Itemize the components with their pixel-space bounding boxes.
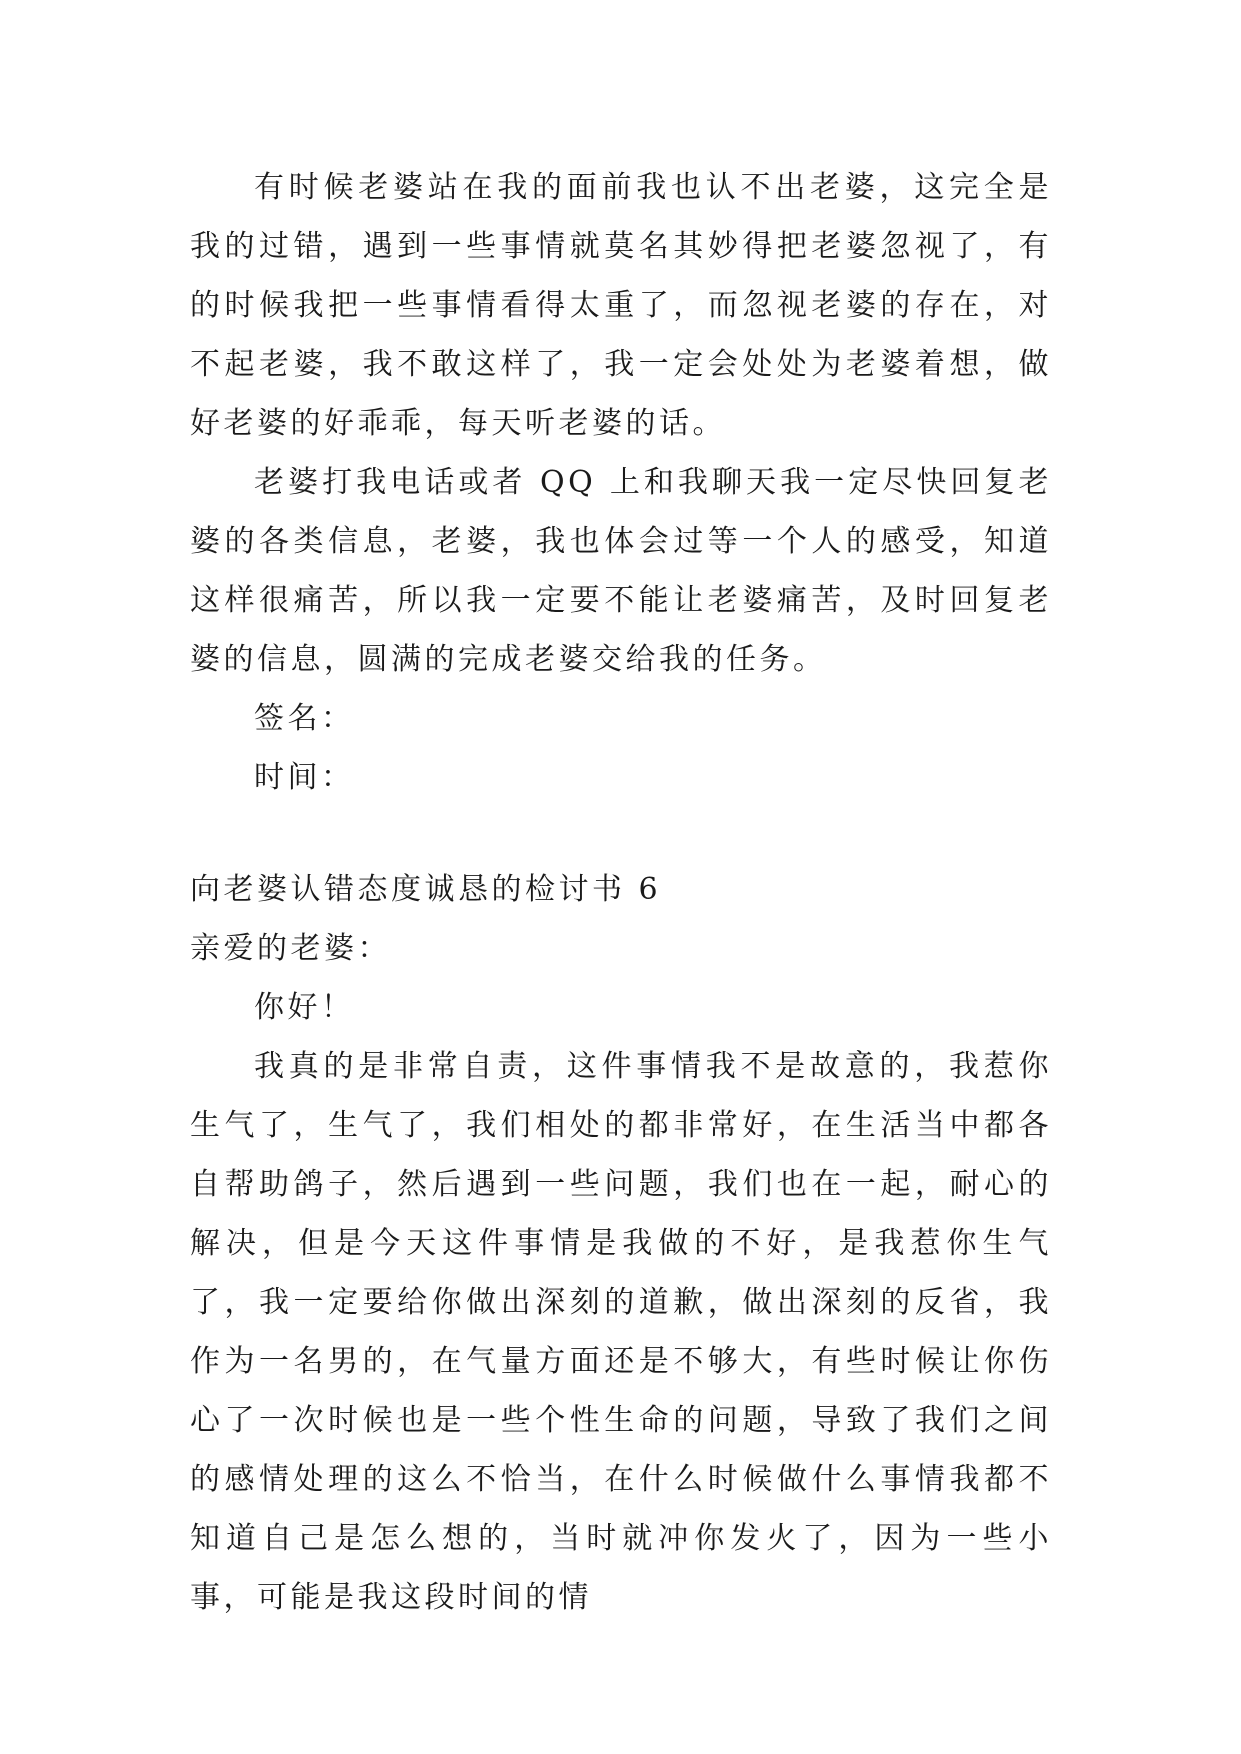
signature-label: 签名： <box>254 701 355 736</box>
paragraph-2: 老婆打我电话或者 QQ 上和我聊天我一定尽快回复老婆的各类信息，老婆，我也体会过等一个人的感受，知道这样很痛苦，所以我一定要不能让老婆痛苦，及时回复老婆的信息，圆满的完成老婆交给我的任务。 <box>190 465 1052 677</box>
time-label: 时间： <box>254 760 355 795</box>
salutation: 亲爱的老婆： <box>190 931 391 966</box>
section-title: 向老婆认错态度诚恳的检讨书 6 <box>190 872 662 907</box>
paragraph-3: 我真的是非常自责，这件事情我不是故意的，我惹你生气了，生气了，我们相处的都非常好，在生活当中都各自帮助鸽子，然后遇到一些问题，我们也在一起，耐心的解决，但是今天这件事情是我做的不好，是我惹你生气了，我一定要给你做出深刻的道歉，做出深刻的反省，我作为一名男的，在气量方面还是不够大，有些时候让你伤心了一次时候也是一些个性生命的问题，导致了我们之间的感情处理的这么不恰当，在什么时候做什么事情我都不知道自己是怎么想的，当时就冲你发火了，因为一些小事，可能是我这段时间的情 <box>190 1049 1052 1615</box>
greeting: 你好！ <box>254 990 355 1025</box>
paragraph-1: 有时候老婆站在我的面前我也认不出老婆，这完全是我的过错，遇到一些事情就莫名其妙得把老婆忽视了，有的时候我把一些事情看得太重了，而忽视老婆的存在，对不起老婆，我不敢这样了，我一定会处处为老婆着想，做好老婆的好乖乖，每天听老婆的话。 <box>190 170 1052 441</box>
